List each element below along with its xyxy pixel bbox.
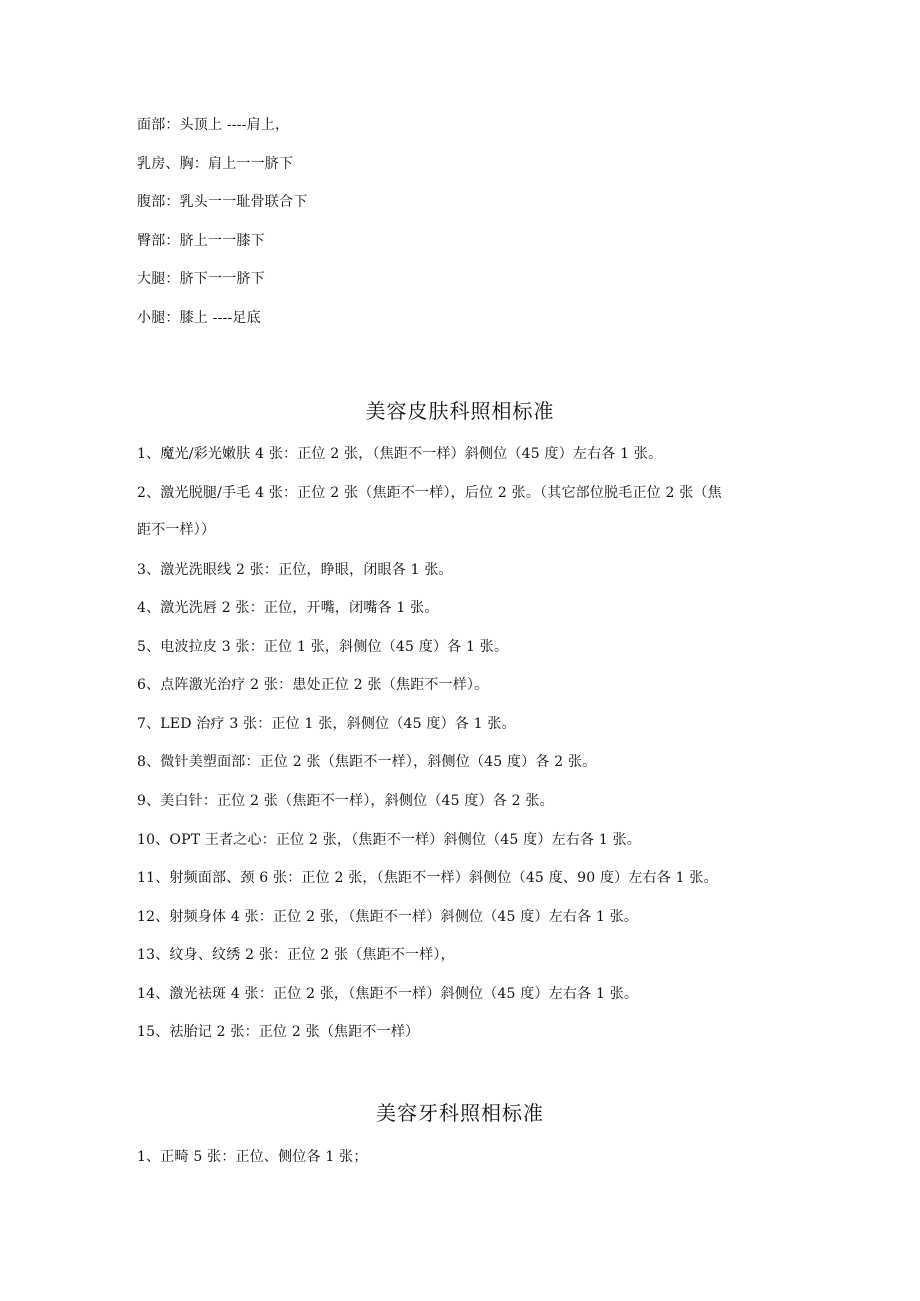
dermatology-item: 4、激光洗唇 2 张：正位，开嘴，闭嘴各 1 张。: [137, 600, 439, 616]
dermatology-item: 距不一样））: [137, 522, 216, 538]
dermatology-item: 12、射频身体 4 张：正位 2 张，（焦距不一样）斜侧位（45 度）左右各 1 张。: [137, 909, 639, 925]
body-part-line: 大腿：脐下一一脐下: [137, 271, 265, 287]
dermatology-item: 1、魔光/彩光嫩肤 4 张：正位 2 张，（焦距不一样）斜侧位（45 度）左右各 1 张。: [137, 446, 663, 462]
dermatology-item: 9、美白针：正位 2 张（焦距不一样），斜侧位（45 度）各 2 张。: [137, 793, 554, 809]
dermatology-item: 6、点阵激光治疗 2 张：患处正位 2 张（焦距不一样）。: [137, 677, 489, 693]
dental-title: 美容牙科照相标准: [376, 1101, 544, 1125]
dermatology-item: 7、LED 治疗 3 张：正位 1 张，斜侧位（45 度）各 1 张。: [137, 716, 516, 732]
body-part-line: 乳房、胸：肩上一一脐下: [137, 156, 294, 172]
dermatology-item: 10、OPT 王者之心：正位 2 张，（焦距不一样）斜侧位（45 度）左右各 1 张。: [137, 832, 641, 848]
dental-item: 1、正畸 5 张：正位、侧位各 1 张；: [137, 1149, 368, 1165]
dermatology-item: 14、激光祛斑 4 张：正位 2 张，（焦距不一样）斜侧位（45 度）左右各 1 张。: [137, 986, 639, 1002]
dermatology-item: 13、纹身、纹绣 2 张：正位 2 张（焦距不一样），: [137, 947, 455, 963]
body-part-line: 面部：头顶上 ----肩上，: [137, 117, 290, 133]
dermatology-item: 15、祛胎记 2 张：正位 2 张（焦距不一样）: [137, 1024, 420, 1040]
body-part-line: 小腿：膝上 ----足底: [137, 310, 261, 326]
body-part-line: 臀部：脐上一一膝下: [137, 233, 265, 249]
dermatology-item: 8、微针美塑面部：正位 2 张（焦距不一样），斜侧位（45 度）各 2 张。: [137, 754, 597, 770]
dermatology-item: 5、电波拉皮 3 张：正位 1 张，斜侧位（45 度）各 1 张。: [137, 639, 509, 655]
dermatology-item: 11、射频面部、颈 6 张：正位 2 张，（焦距不一样）斜侧位（45 度、90 度）左右各 1 张。: [137, 870, 718, 886]
body-part-line: 腹部：乳头一一耻骨联合下: [137, 194, 308, 210]
dermatology-item: 3、激光洗眼线 2 张：正位，睁眼，闭眼各 1 张。: [137, 562, 453, 578]
dermatology-item: 2、激光脱腿/手毛 4 张：正位 2 张（焦距不一样），后位 2 张。（其它部位脱毛正位 2 张（焦: [137, 485, 722, 501]
dermatology-title: 美容皮肤科照相标准: [365, 399, 555, 423]
